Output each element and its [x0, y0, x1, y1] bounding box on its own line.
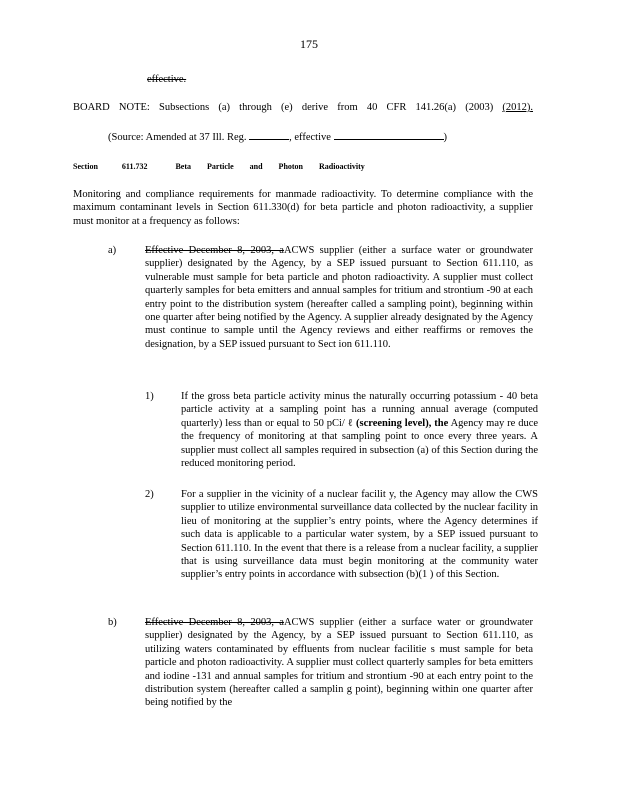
subsection-b-label: b) [108, 617, 117, 628]
subsection-a1-start: If the gross beta particle activity minus the naturally occurring potassium - 40 beta particle activity at a sampling point has a running annual average (computed quarterly) less than or equal to 50 pCi/ [181, 391, 538, 429]
section-title: Beta Particle and Photon Radioactivity [175, 162, 365, 171]
section-number: 611.732 [121, 162, 148, 171]
subsection-a-struck: Effective December 8, 2003, a [145, 245, 284, 256]
subsection-b-struck: Effective December 8, 2003, a [145, 617, 284, 628]
section-label: Section [73, 162, 98, 171]
struck-text: effective. [147, 74, 187, 85]
liter-symbol: ℓ [347, 417, 354, 429]
subsection-a2-label: 2) [145, 489, 154, 500]
source-close: ) [443, 132, 448, 143]
board-note-added-text: (2012) [502, 102, 531, 113]
source-effective: , effective [289, 132, 331, 143]
subsection-a1-end: Agency may re duce the frequency of monitoring at that sampling point to once every three years. A supplier must collect all samples required in subsection (a) of this Section during the reduced monitoring period. [181, 417, 539, 470]
subsection-a-body: ACWS supplier (either a surface water or groundwater supplier) designated by the Agency, by a SEP issued pursuant to Section 611.110, as vulnerable must sample for beta particle and photon radioactivity. A supplier must collect quarterly samples for beta emitters and annual samples for tritium and strontium -90 at each entry point to the distribution system (hereafter called a sampling point), beginning within one quarter after being notified by the Agency. A supplier already designated by the Agency must continue to sample until the Agency reviews and either reaffirms or removes the designation, by a SEP issued pursuant to Sect ion 611.110. [145, 245, 533, 350]
source-blank-reg [249, 130, 289, 140]
subsection-a1-text [181, 390, 538, 470]
section-heading [73, 160, 387, 173]
subsection-b-text [145, 616, 533, 710]
board-note-text: BOARD NOTE: Subsections (a) through (e) derive from 40 CFR 141.26(a) (2003) [73, 102, 494, 113]
board-note [73, 101, 533, 114]
source-prefix: (Source: Amended at 37 Ill. Reg. [108, 132, 247, 143]
subsection-a-text [145, 244, 533, 351]
subsection-a1-label: 1) [145, 391, 154, 402]
subsection-a-label: a) [108, 245, 117, 256]
source-note [108, 130, 488, 144]
page-number: 175 [300, 37, 318, 51]
board-note-period: . [530, 102, 533, 113]
intro-paragraph: Monitoring and compliance requirements for manmade radioactivity. To determine compliance with the maximum contaminant levels in Section 611.330(d) for beta particle and photon radioactivity, a supplier must monitor at a frequency as follows: [73, 189, 533, 227]
subsection-b-body: ACWS supplier (either a surface water or groundwater supplier) designated by the Agency, by a SEP issued pursuant to Section 611.110, as utilizing waters contaminated by effluents from nuclear facilitie s must sample for beta particle and photon radioactivity. A supplier must collect quarterly samples for beta emitters and iodine -131 and annual samples for tritium and strontium -90 at each entry point to the distribution system (hereafter called a samplin g point), beginning within one quarter after being notified by the [145, 617, 533, 709]
subsection-a2-text: For a supplier in the vicinity of a nuclear facilit y, the Agency may allow the CWS supplier to utilize environmental surveillance data collected by the nuclear facility in lieu of monitoring at the supplier’s entry points, where the Agency determines if such data is applicable to a particular water system, by a SEP issued pursuant to Section 611.110. In the event that there is a release from a nuclear facility, a supplier that is using surveillance data must begin monitoring at the community water supplier’s entry points in accordance with subsection (b)(1 ) of this Section. [181, 489, 538, 581]
subsection-a1-bold: (screening level), the [356, 417, 449, 429]
source-blank-date [334, 130, 444, 140]
